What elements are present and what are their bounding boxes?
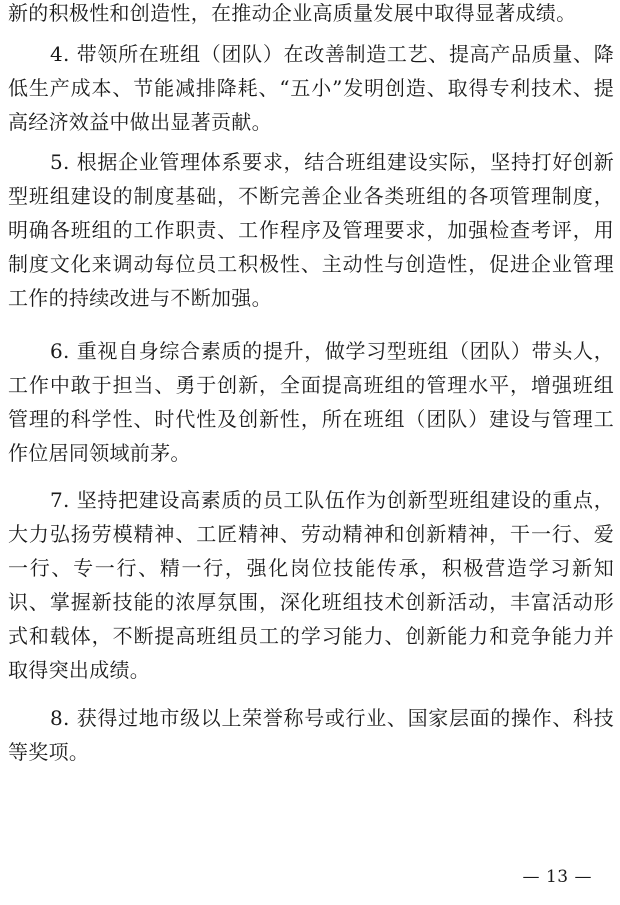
- paragraph-item-4: 4. 带领所在班组（团队）在改善制造工艺、提高产品质量、降低生产成本、节能减排降耗、“五小”发明创造、取得专利技术、提高经济效益中做出显著贡献。: [8, 42, 614, 134]
- paragraph-item-6: 6. 重视自身综合素质的提升，做学习型班组（团队）带头人，工作中敢于担当、勇于创新，全面提高班组的管理水平，增强班组管理的科学性、时代性及创新性，所在班组（团队）建设与管理工作位居同领域前茅。: [8, 339, 614, 465]
- paragraph-item-8: 8. 获得过地市级以上荣誉称号或行业、国家层面的操作、科技等奖项。: [8, 706, 614, 764]
- paragraph-continuation: 新的积极性和创造性，在推动企业高质量发展中取得显著成绩。: [8, 1, 577, 25]
- page-number: — 13 —: [522, 867, 592, 887]
- paragraph-item-7: 7. 坚持把建设高素质的员工队伍作为创新型班组建设的重点，大力弘扬劳模精神、工匠精神、劳动精神和创新精神，干一行、爱一行、专一行、精一行，强化岗位技能传承，积极营造学习新知识、掌握新技能的浓厚氛围，深化班组技术创新活动，丰富活动形式和载体，不断提高班组员工的学习能力、创新能力和竞争能力并取得突出成绩。: [8, 488, 614, 682]
- paragraph-item-5: 5. 根据企业管理体系要求，结合班组建设实际，坚持打好创新型班组建设的制度基础，不断完善企业各类班组的各项管理制度，明确各班组的工作职责、工作程序及管理要求，加强检查考评，用制度文化来调动每位员工积极性、主动性与创造性，促进企业管理工作的持续改进与不断加强。: [8, 150, 614, 310]
